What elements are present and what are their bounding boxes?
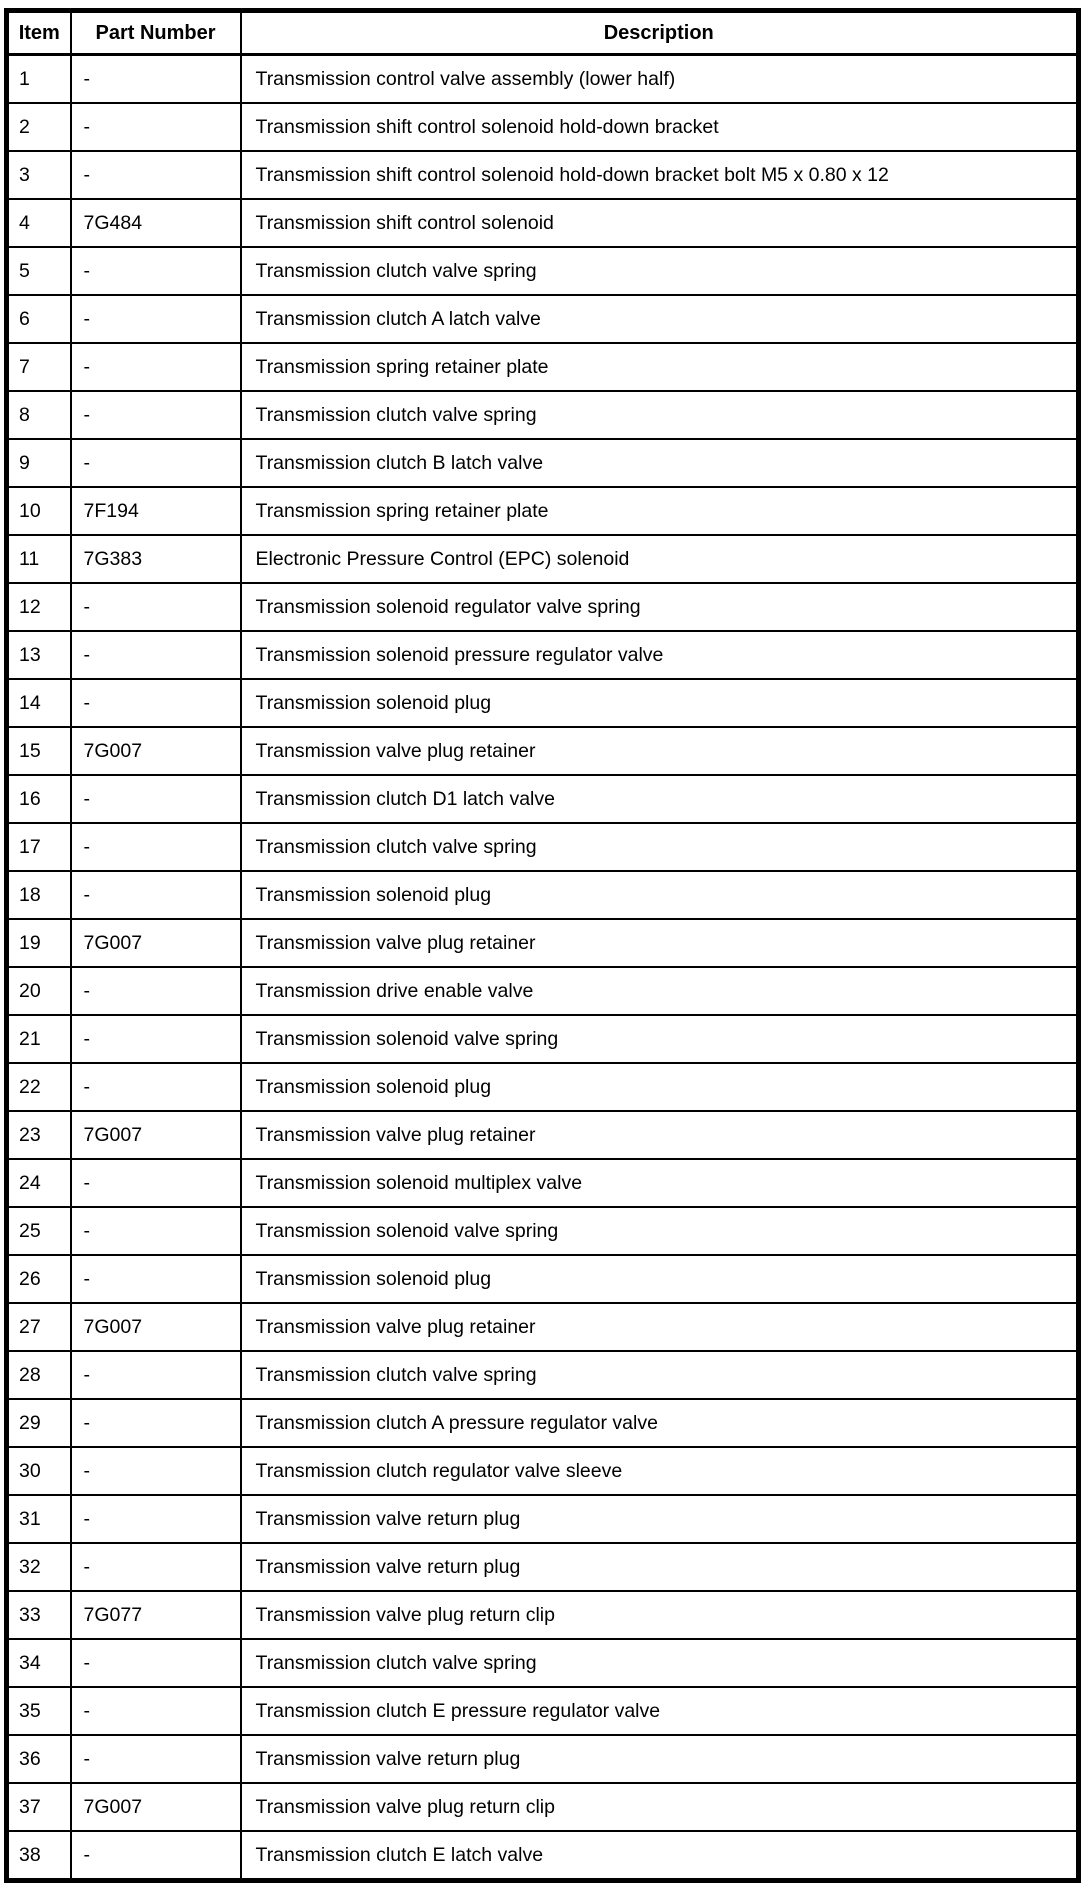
- table-row: [7, 1207, 1079, 1255]
- table-row: [7, 1591, 1079, 1639]
- table-row: [7, 1303, 1079, 1351]
- table-header: [7, 11, 1079, 55]
- description-cell: Transmission clutch valve spring: [241, 1351, 1079, 1399]
- item-cell: 10: [7, 487, 71, 535]
- parts-table: [4, 8, 1081, 1883]
- table-row: [7, 967, 1079, 1015]
- item-cell: 28: [7, 1351, 71, 1399]
- part-number-cell: 7G007: [71, 919, 241, 967]
- part-number-cell: -: [71, 1735, 241, 1783]
- item-cell: 37: [7, 1783, 71, 1831]
- table-row: [7, 535, 1079, 583]
- part-number-cell: 7G007: [71, 727, 241, 775]
- item-cell: 9: [7, 439, 71, 487]
- part-number-cell: -: [71, 823, 241, 871]
- table-row: [7, 1111, 1079, 1159]
- table-row: [7, 343, 1079, 391]
- description-cell: Transmission solenoid plug: [241, 871, 1079, 919]
- part-number-cell: -: [71, 55, 241, 104]
- description-cell: Transmission clutch valve spring: [241, 391, 1079, 439]
- part-number-cell: -: [71, 247, 241, 295]
- table-row: [7, 631, 1079, 679]
- table-row: [7, 1735, 1079, 1783]
- item-cell: 38: [7, 1831, 71, 1881]
- part-number-cell: -: [71, 1351, 241, 1399]
- part-number-cell: -: [71, 103, 241, 151]
- part-number-cell: -: [71, 583, 241, 631]
- part-number-cell: -: [71, 631, 241, 679]
- item-cell: 27: [7, 1303, 71, 1351]
- description-cell: Transmission solenoid multiplex valve: [241, 1159, 1079, 1207]
- item-cell: 8: [7, 391, 71, 439]
- item-cell: 11: [7, 535, 71, 583]
- part-number-cell: -: [71, 343, 241, 391]
- part-number-cell: 7G007: [71, 1303, 241, 1351]
- table-row: [7, 1063, 1079, 1111]
- table-row: [7, 1255, 1079, 1303]
- table-body: [7, 55, 1079, 1881]
- table-row: [7, 1687, 1079, 1735]
- item-cell: 14: [7, 679, 71, 727]
- table-row: [7, 1831, 1079, 1881]
- table-row: [7, 247, 1079, 295]
- description-cell: Transmission valve plug retainer: [241, 1303, 1079, 1351]
- item-cell: 25: [7, 1207, 71, 1255]
- part-number-cell: 7G007: [71, 1783, 241, 1831]
- description-cell: Transmission spring retainer plate: [241, 343, 1079, 391]
- description-cell: Transmission clutch valve spring: [241, 247, 1079, 295]
- item-cell: 3: [7, 151, 71, 199]
- description-cell: Transmission spring retainer plate: [241, 487, 1079, 535]
- part-number-cell: -: [71, 1495, 241, 1543]
- table-row: [7, 1351, 1079, 1399]
- item-cell: 7: [7, 343, 71, 391]
- header-description: Description: [241, 11, 1079, 55]
- description-cell: Transmission clutch A pressure regulator valve: [241, 1399, 1079, 1447]
- description-cell: Transmission shift control solenoid: [241, 199, 1079, 247]
- description-cell: Transmission solenoid plug: [241, 679, 1079, 727]
- item-cell: 36: [7, 1735, 71, 1783]
- description-cell: Transmission valve plug retainer: [241, 919, 1079, 967]
- part-number-cell: -: [71, 1639, 241, 1687]
- part-number-cell: -: [71, 1831, 241, 1881]
- part-number-cell: -: [71, 1015, 241, 1063]
- table-row: [7, 1495, 1079, 1543]
- item-cell: 17: [7, 823, 71, 871]
- item-cell: 33: [7, 1591, 71, 1639]
- item-cell: 4: [7, 199, 71, 247]
- table-row: [7, 1015, 1079, 1063]
- item-cell: 16: [7, 775, 71, 823]
- description-cell: Transmission solenoid regulator valve spring: [241, 583, 1079, 631]
- part-number-cell: -: [71, 391, 241, 439]
- item-cell: 15: [7, 727, 71, 775]
- description-cell: Transmission shift control solenoid hold-down bracket bolt M5 x 0.80 x 12: [241, 151, 1079, 199]
- table-row: [7, 1399, 1079, 1447]
- part-number-cell: -: [71, 1447, 241, 1495]
- table-row: [7, 1447, 1079, 1495]
- part-number-cell: -: [71, 439, 241, 487]
- description-cell: Transmission clutch regulator valve sleeve: [241, 1447, 1079, 1495]
- description-cell: Transmission control valve assembly (lower half): [241, 55, 1079, 104]
- description-cell: Transmission valve return plug: [241, 1543, 1079, 1591]
- part-number-cell: -: [71, 1543, 241, 1591]
- table-row: [7, 823, 1079, 871]
- part-number-cell: -: [71, 679, 241, 727]
- item-cell: 24: [7, 1159, 71, 1207]
- part-number-cell: 7G484: [71, 199, 241, 247]
- part-number-cell: -: [71, 1207, 241, 1255]
- part-number-cell: -: [71, 1255, 241, 1303]
- item-cell: 5: [7, 247, 71, 295]
- description-cell: Transmission solenoid pressure regulator valve: [241, 631, 1079, 679]
- item-cell: 1: [7, 55, 71, 104]
- part-number-cell: 7G383: [71, 535, 241, 583]
- item-cell: 18: [7, 871, 71, 919]
- table-row: [7, 919, 1079, 967]
- description-cell: Transmission drive enable valve: [241, 967, 1079, 1015]
- description-cell: Transmission solenoid plug: [241, 1255, 1079, 1303]
- description-cell: Transmission valve plug return clip: [241, 1783, 1079, 1831]
- item-cell: 34: [7, 1639, 71, 1687]
- description-cell: Transmission solenoid valve spring: [241, 1207, 1079, 1255]
- table-row: [7, 1783, 1079, 1831]
- item-cell: 6: [7, 295, 71, 343]
- item-cell: 30: [7, 1447, 71, 1495]
- part-number-cell: -: [71, 151, 241, 199]
- description-cell: Transmission clutch valve spring: [241, 1639, 1079, 1687]
- description-cell: Transmission valve return plug: [241, 1735, 1079, 1783]
- header-item: Item: [7, 11, 71, 55]
- table-row: [7, 55, 1079, 104]
- item-cell: 35: [7, 1687, 71, 1735]
- table-row: [7, 295, 1079, 343]
- description-cell: Transmission clutch B latch valve: [241, 439, 1079, 487]
- part-number-cell: -: [71, 295, 241, 343]
- item-cell: 21: [7, 1015, 71, 1063]
- description-cell: Transmission valve plug retainer: [241, 1111, 1079, 1159]
- description-cell: Transmission valve plug retainer: [241, 727, 1079, 775]
- item-cell: 31: [7, 1495, 71, 1543]
- table-row: [7, 487, 1079, 535]
- description-cell: Transmission clutch E pressure regulator valve: [241, 1687, 1079, 1735]
- part-number-cell: 7G007: [71, 1111, 241, 1159]
- header-part-number: Part Number: [71, 11, 241, 55]
- item-cell: 13: [7, 631, 71, 679]
- table-row: [7, 151, 1079, 199]
- table-row: [7, 583, 1079, 631]
- part-number-cell: -: [71, 775, 241, 823]
- part-number-cell: 7G077: [71, 1591, 241, 1639]
- description-cell: Transmission valve plug return clip: [241, 1591, 1079, 1639]
- item-cell: 19: [7, 919, 71, 967]
- item-cell: 12: [7, 583, 71, 631]
- item-cell: 22: [7, 1063, 71, 1111]
- table-row: [7, 775, 1079, 823]
- description-cell: Transmission clutch valve spring: [241, 823, 1079, 871]
- part-number-cell: -: [71, 1399, 241, 1447]
- header-row: [7, 11, 1079, 55]
- description-cell: Transmission shift control solenoid hold-down bracket: [241, 103, 1079, 151]
- table-row: [7, 439, 1079, 487]
- item-cell: 23: [7, 1111, 71, 1159]
- part-number-cell: -: [71, 871, 241, 919]
- description-cell: Transmission solenoid valve spring: [241, 1015, 1079, 1063]
- table-row: [7, 871, 1079, 919]
- description-cell: Transmission clutch D1 latch valve: [241, 775, 1079, 823]
- table-row: [7, 679, 1079, 727]
- item-cell: 32: [7, 1543, 71, 1591]
- table-row: [7, 199, 1079, 247]
- item-cell: 29: [7, 1399, 71, 1447]
- description-cell: Transmission valve return plug: [241, 1495, 1079, 1543]
- table-row: [7, 103, 1079, 151]
- description-cell: Transmission solenoid plug: [241, 1063, 1079, 1111]
- table-row: [7, 1159, 1079, 1207]
- part-number-cell: -: [71, 967, 241, 1015]
- item-cell: 20: [7, 967, 71, 1015]
- table-row: [7, 1543, 1079, 1591]
- part-number-cell: -: [71, 1687, 241, 1735]
- item-cell: 2: [7, 103, 71, 151]
- table-row: [7, 727, 1079, 775]
- part-number-cell: -: [71, 1159, 241, 1207]
- description-cell: Transmission clutch E latch valve: [241, 1831, 1079, 1881]
- part-number-cell: 7F194: [71, 487, 241, 535]
- table-row: [7, 1639, 1079, 1687]
- table-row: [7, 391, 1079, 439]
- item-cell: 26: [7, 1255, 71, 1303]
- description-cell: Electronic Pressure Control (EPC) solenoid: [241, 535, 1079, 583]
- part-number-cell: -: [71, 1063, 241, 1111]
- description-cell: Transmission clutch A latch valve: [241, 295, 1079, 343]
